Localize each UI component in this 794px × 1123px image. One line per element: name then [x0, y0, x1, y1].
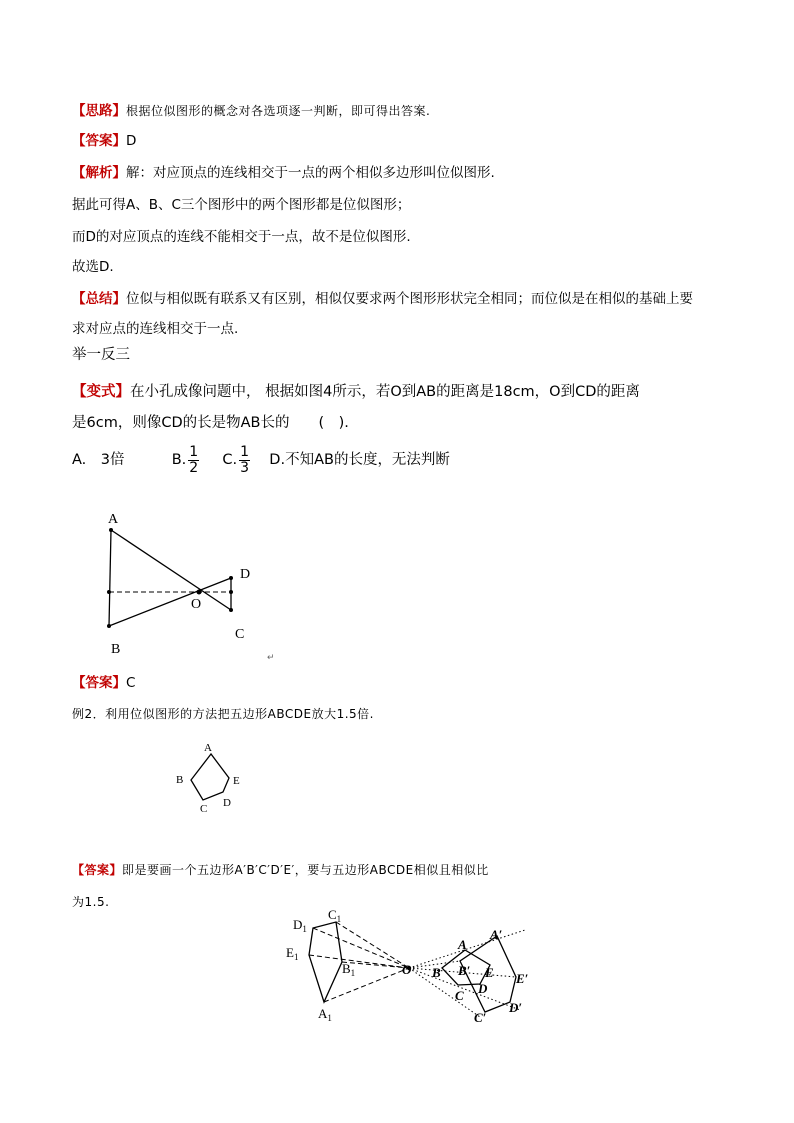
- option-c-prefix: C.: [222, 452, 238, 468]
- label-c1: [328, 907, 341, 924]
- label-b: B: [176, 774, 184, 786]
- label-d1: [293, 917, 307, 934]
- figure-pentagon: [168, 738, 258, 818]
- segment-bd: [109, 578, 231, 626]
- label-c1-letter: C: [328, 907, 337, 922]
- bianshi-line2: 是6cm，则像CD的长是物AB长的 ( ).: [72, 415, 349, 431]
- label-e1-sub: 1: [293, 952, 299, 962]
- option-b-fraction: [188, 445, 199, 476]
- siliu-tag: 【思路】: [72, 103, 126, 119]
- label-e-prime: E′: [516, 971, 529, 986]
- answer1-text: D: [126, 133, 137, 149]
- answer2-text: C: [126, 675, 136, 691]
- pentagon-a1b1c1d1e1: [309, 922, 342, 1002]
- label-c: C: [200, 803, 208, 815]
- foot-cd: [229, 590, 233, 594]
- analysis-line-b: 而D的对应顶点的连线不能相交于一点，故不是位似图形.: [72, 229, 411, 245]
- figure-pinhole: [95, 508, 285, 668]
- dashed-rays: [309, 922, 409, 1002]
- answer3-line2: 为1.5.: [72, 895, 110, 909]
- label-b: B: [111, 642, 121, 657]
- bianshi-tag: 【变式】: [72, 384, 130, 400]
- answer3-tag: 【答案】: [72, 863, 123, 877]
- jiexi-text: 解：对应顶点的连线相交于一点的两个相似多边形叫位似图形.: [126, 165, 495, 181]
- ray-e1: [309, 955, 409, 968]
- point-a: [109, 528, 113, 532]
- label-c-prime: C′: [474, 1010, 487, 1025]
- answer1-tag: 【答案】: [72, 133, 126, 149]
- label-c1-sub: 1: [336, 914, 342, 924]
- label-e: E: [485, 965, 494, 980]
- foot-ab: [107, 590, 111, 594]
- analysis-line-a: 据此可得A、B、C三个图形中的两个图形都是位似图形；: [72, 197, 411, 213]
- answer2-line: [72, 674, 135, 692]
- label-d-prime: D′: [509, 1000, 523, 1015]
- label-c: C: [235, 627, 245, 642]
- pentagon-abcde: [191, 754, 229, 800]
- section-title: 举一反三: [72, 347, 130, 363]
- label-a1-letter: A: [318, 1006, 328, 1021]
- label-d1-sub: 1: [302, 924, 307, 934]
- label-d: D: [240, 567, 251, 582]
- label-b1-sub: 1: [350, 968, 356, 978]
- label-d: D: [478, 981, 488, 996]
- option-c-denominator: 3: [240, 459, 250, 476]
- label-o: O: [191, 597, 202, 612]
- siliu-text: 根据位似图形的概念对各选项逐一判断，即可得出答案.: [126, 104, 431, 118]
- analysis-line-c: 故选D.: [72, 259, 114, 275]
- zongjie-text1: 位似与相似既有联系又有区别，相似仅要求两个图形形状完全相同；而位似是在相似的基础上要: [126, 291, 693, 307]
- example2-line: 例2．利用位似图形的方法把五边形ABCDE放大1.5倍.: [72, 707, 374, 721]
- segment-ac: [111, 530, 231, 610]
- answer3-line1: [72, 861, 489, 879]
- label-e: E: [233, 775, 240, 787]
- point-d: [229, 576, 233, 580]
- option-a: A. 3倍: [72, 452, 125, 468]
- answer2-tag: 【答案】: [72, 675, 126, 691]
- label-a: A: [204, 742, 212, 754]
- label-a1: [318, 1006, 332, 1023]
- option-d: D.不知AB的长度，无法判断: [269, 452, 450, 468]
- option-b-numerator: 1: [189, 443, 199, 460]
- siliu-line: [72, 102, 430, 120]
- label-b-prime: B′: [458, 963, 471, 978]
- option-c-numerator: 1: [240, 443, 250, 460]
- label-a1-sub: 1: [327, 1013, 332, 1023]
- label-a-prime: A′: [490, 927, 503, 942]
- point-b: [107, 624, 111, 628]
- bianshi-text1: 在小孔成像问题中， 根据如图4所示，若O到AB的距离是18cm，O到CD的距离: [130, 384, 640, 400]
- zongjie-tag: 【总结】: [72, 291, 126, 307]
- bianshi-line1: [72, 383, 640, 401]
- label-d: D: [223, 797, 231, 809]
- zongjie-line1: [72, 290, 693, 308]
- label-a: A: [108, 512, 119, 527]
- label-e1-letter: E: [286, 945, 294, 960]
- return-mark: ↵: [267, 652, 275, 662]
- label-a: A: [458, 937, 467, 952]
- label-d1-letter: D: [293, 917, 303, 932]
- point-o: [197, 590, 202, 595]
- option-b-prefix: B.: [171, 452, 187, 468]
- label-b1-letter: B: [342, 961, 351, 976]
- label-b1: [342, 961, 355, 978]
- label-o: O: [402, 962, 412, 977]
- zongjie-line2: 求对应点的连线相交于一点.: [72, 321, 239, 337]
- option-c-fraction: [239, 445, 250, 476]
- label-e1: [286, 945, 298, 962]
- label-b: B: [432, 965, 441, 980]
- figure-homothety: [280, 905, 540, 1025]
- option-b-denominator: 2: [189, 459, 199, 476]
- jiexi-tag: 【解析】: [72, 165, 126, 181]
- bianshi-options: [72, 442, 450, 478]
- point-c: [229, 608, 233, 612]
- jiexi-line: [72, 164, 495, 182]
- answer1-line: [72, 132, 136, 150]
- answer3-text1: 即是要画一个五边形A′B′C′D′E′，要与五边形ABCDE相似且相似比: [122, 863, 489, 877]
- label-c: C: [455, 988, 464, 1003]
- segment-ab: [109, 530, 111, 626]
